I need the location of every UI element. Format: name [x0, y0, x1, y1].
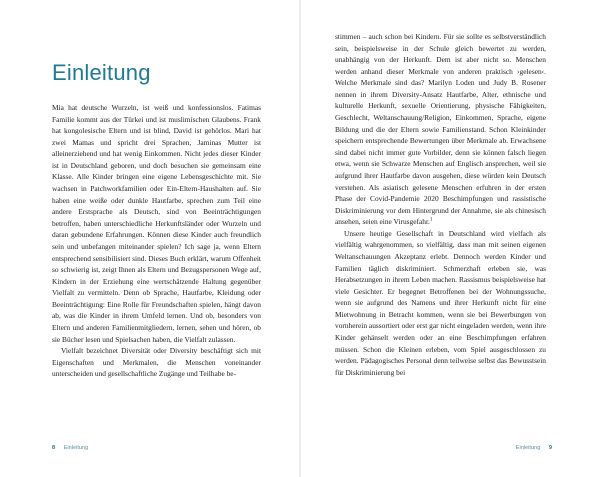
right-body-text [335, 31, 546, 378]
right-page [300, 0, 600, 477]
right-footer [516, 445, 552, 451]
right-running-title: Einleitung [515, 445, 541, 451]
left-paragraph-1: Mia hat deutsche Wurzeln, ist weiß und konfessionslos. Fatimas Familie kommt aus der Türkei und ist muslimischen Glaubens. Frank hat kongolesische Eltern und ist blind, David ist gehörlos. Mari hat zwei Mamas und spricht drei Sprachen, Jaminas Mutter ist alleinerziehend und hat wenig Einkommen. Nicht jedes dieser Kinder ist in Deutschland geboren, und doch besuchen sie gemeinsam eine Klasse. Alle Kinder bringen eine eigene Lebensgeschichte mit. Sie wachsen in Patchworkfamilien oder Ein-Eltern-Haushalten auf. Sie haben eine weiße oder dunkle Hautfarbe, sprechen zum Teil eine andere Erstsprache als Deutsch, sind von Beeinträchtigungen betroffen, haben unterschiedliche Herkunftsländer oder Wurzeln und daran gebundene Erfahrungen. Können diese Kinder auch freundlich sein und unbefangen miteinander spielen? Ich sage ja, wenn Eltern entsprechend sensibilisiert sind. Dieses Buch erklärt, warum Offenheit so schwierig ist, zeigt Ihnen als Eltern und Bezugspersonen Wege auf, Kindern in der Erziehung eine wertschätzende Haltung gegenüber Vielfalt zu vermitteln. Denn ob Sprache, Hautfarbe, Kleidung oder Beeinträchtigung: Eine Rolle für Freundschaften spielen, hängt davon ab, was die Kinder in ihrem Umfeld lernen. Und ob, besonders von Eltern und anderen Familienmitgliedern, lernen, sehen und hören, ob sie Bücher lesen und Spielsachen haben, die Vielfalt zulassen. [52, 103, 261, 344]
footnote-marker: 1 [429, 217, 433, 223]
right-page-number: 9 [548, 445, 552, 451]
left-footer [52, 445, 88, 451]
left-paragraph-2: Vielfalt bezeichnet Diversität oder Diversity beschäftigt sich mit Eigenschaften und Merkmalen, die Menschen voneinander unterscheiden und gesellschaftliche Zugänge und Teilhabe be- [52, 346, 261, 379]
right-paragraph-1 [335, 31, 546, 228]
right-paragraph-1-text: stimmen – auch schon bei Kindern. Für sie sollte es selbstverständlich sein, beispielsweise in der Schule gleich bewertet zu werden, unabhängig von der Herkunft. Dem ist aber nicht so. Menschen werden anhand dieser Merkmale von anderen praktisch ›gelesen‹. Welche Merkmale sind das? Marilyn Loden und Judy B. Rosener nennen in ihrem Diversity-Ansatz Hautfarbe, Alter, ethnische und kulturelle Herkunft, sexuelle Orientierung, physische Fähigkeiten, Geschlecht, Weltanschauung/Religion, Einkommen, Sprache, eigene Bildung und die der Eltern sowie Familienstand. Schon Kleinkinder speichern entsprechende Bewertungen über Merkmale ab. Erwachsene sind dabei nicht immer gute Vorbilder, denn sie können falsch liegen etwa, wenn sie Schwarze Menschen auf Englisch ansprechen, weil sie aufgrund ihrer Hautfarbe davon ausgehen, diese würden kein Deutsch verstehen. Als asiatisch gelesene Menschen erfuhren in der ersten Phase der Covid-Pandemie 2020 Beschimpfungen und rassistische Diskriminierung vor dem Hintergrund der Annahme, sie als chinesisch ansehen, seien eine Virusgefahr. [335, 32, 546, 227]
left-body-text [52, 102, 261, 380]
left-running-title: Einleitung [63, 445, 89, 451]
left-page-number: 8 [52, 445, 56, 451]
chapter-heading: Einleitung [52, 60, 151, 85]
right-paragraph-2: Unsere heutige Gesellschaft in Deutschland wird vielfach als vielfältig wahrgenommen, so vielfältig, dass man mit seinen eigenen Weltanschauungen Akzeptanz erlebt. Dennoch werden Kinder und Familien täglich diskriminiert. Schmerzhaft erleben sie, was Herabsetzungen in ihrem Leben machen. Rassismus beispielsweise hat viele Gesichter. Er begegnet Betroffenen bei der Wohnungssuche, wenn sie aufgrund des Namens und ihrer Herkunft nicht für eine Mietwohnung in Betracht kommen, wenn sie bei Bewerbungen von vornherein aussortiert oder erst gar nicht eingeladen werden, wenn ihre Kinder gehänselt werden oder an eine Beschimpfungen erfahren müssen. Schon die Kleinen erleben, vom Spiel ausgeschlossen zu werden. Pädagogisches Personal denn teilweise selbst das Bewusstsein für Diskriminierung bei [335, 228, 546, 377]
